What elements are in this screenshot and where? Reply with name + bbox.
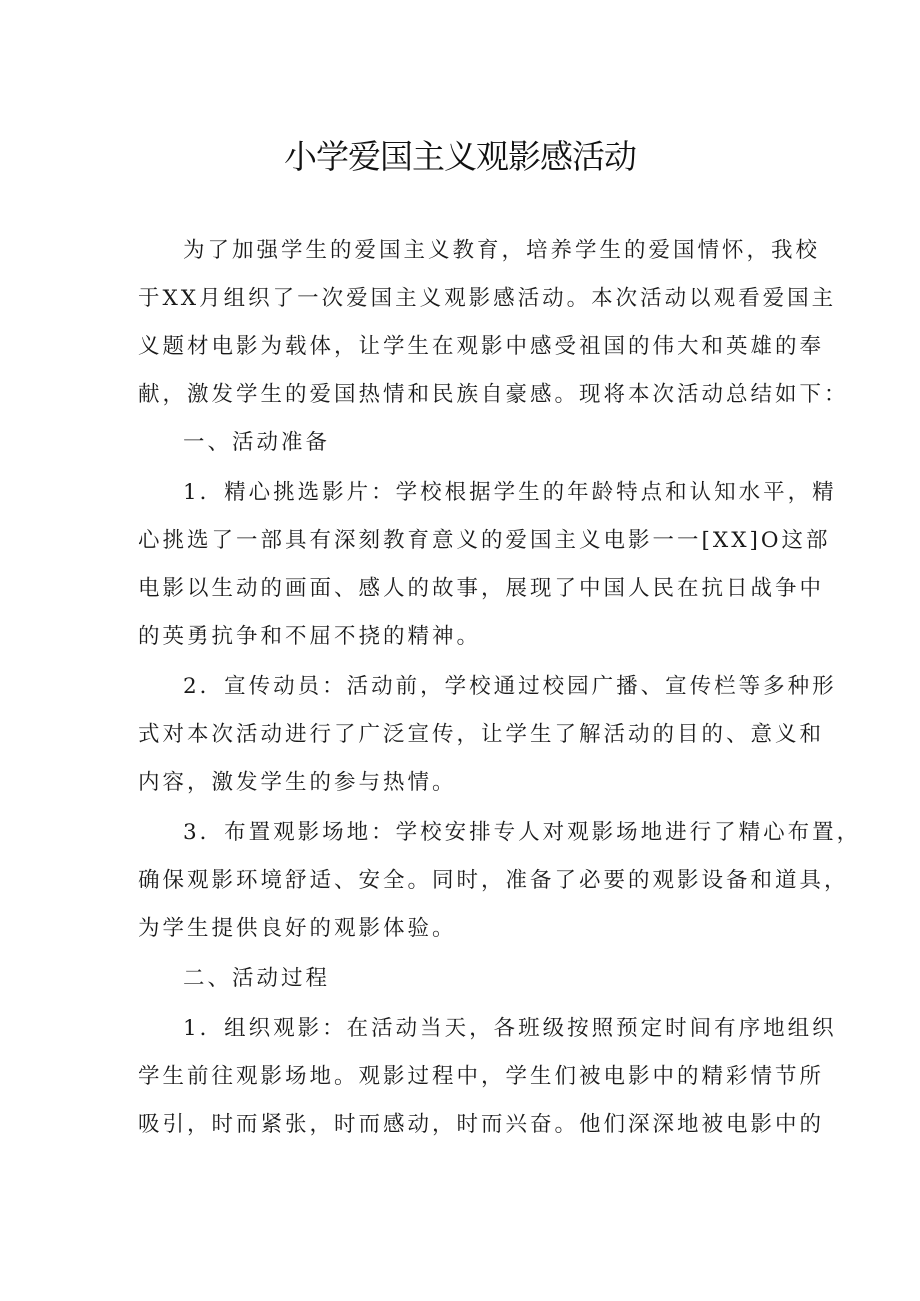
paragraph-line: 式对本次活动进行了广泛宣传，让学生了解活动的目的、意义和 [138,722,825,747]
paragraph-line: 3．布置观影场地：学校安排专人对观影场地进行了精心布置， [183,820,862,845]
paragraph-line: 内容，激发学生的参与热情。 [138,770,457,795]
paragraph-line: 于XX月组织了一次爱国主义观影感活动。本次活动以观看爱国主 [138,286,837,311]
section-heading: 一、活动准备 [183,430,331,455]
paragraph-line: 确保观影环境舒适、安全。同时，准备了必要的观影设备和道具， [138,868,849,893]
paragraph-line: 1．精心挑选影片：学校根据学生的年龄特点和认知水平，精 [183,480,837,505]
section-heading: 二、活动过程 [183,966,331,991]
paragraph-line: 2．宣传动员：活动前，学校通过校园广播、宣传栏等多种形 [183,674,837,699]
paragraph-line: 为了加强学生的爱国主义教育，培养学生的爱国情怀，我校 [183,238,821,263]
paragraph-line: 心挑选了一部具有深刻教育意义的爱国主义电影一一[XX]O这部 [138,528,831,553]
paragraph-line: 义题材电影为载体，让学生在观影中感受祖国的伟大和英雄的奉 [138,334,825,359]
paragraph-line: 献，激发学生的爱国热情和民族自豪感。现将本次活动总结如下： [138,382,849,407]
paragraph-line: 电影以生动的画面、感人的故事，展现了中国人民在抗日战争中 [138,576,825,601]
paragraph-line: 的英勇抗争和不屈不挠的精神。 [138,624,482,649]
paragraph-line: 1．组织观影：在活动当天，各班级按照预定时间有序地组织 [183,1016,837,1041]
document-title: 小学爱国主义观影感活动 [284,137,636,176]
paragraph-line: 学生前往观影场地。观影过程中，学生们被电影中的精彩情节所 [138,1064,825,1089]
paragraph-line: 为学生提供良好的观影体验。 [138,916,457,941]
paragraph-line: 吸引，时而紧张，时而感动，时而兴奋。他们深深地被电影中的 [138,1112,825,1137]
